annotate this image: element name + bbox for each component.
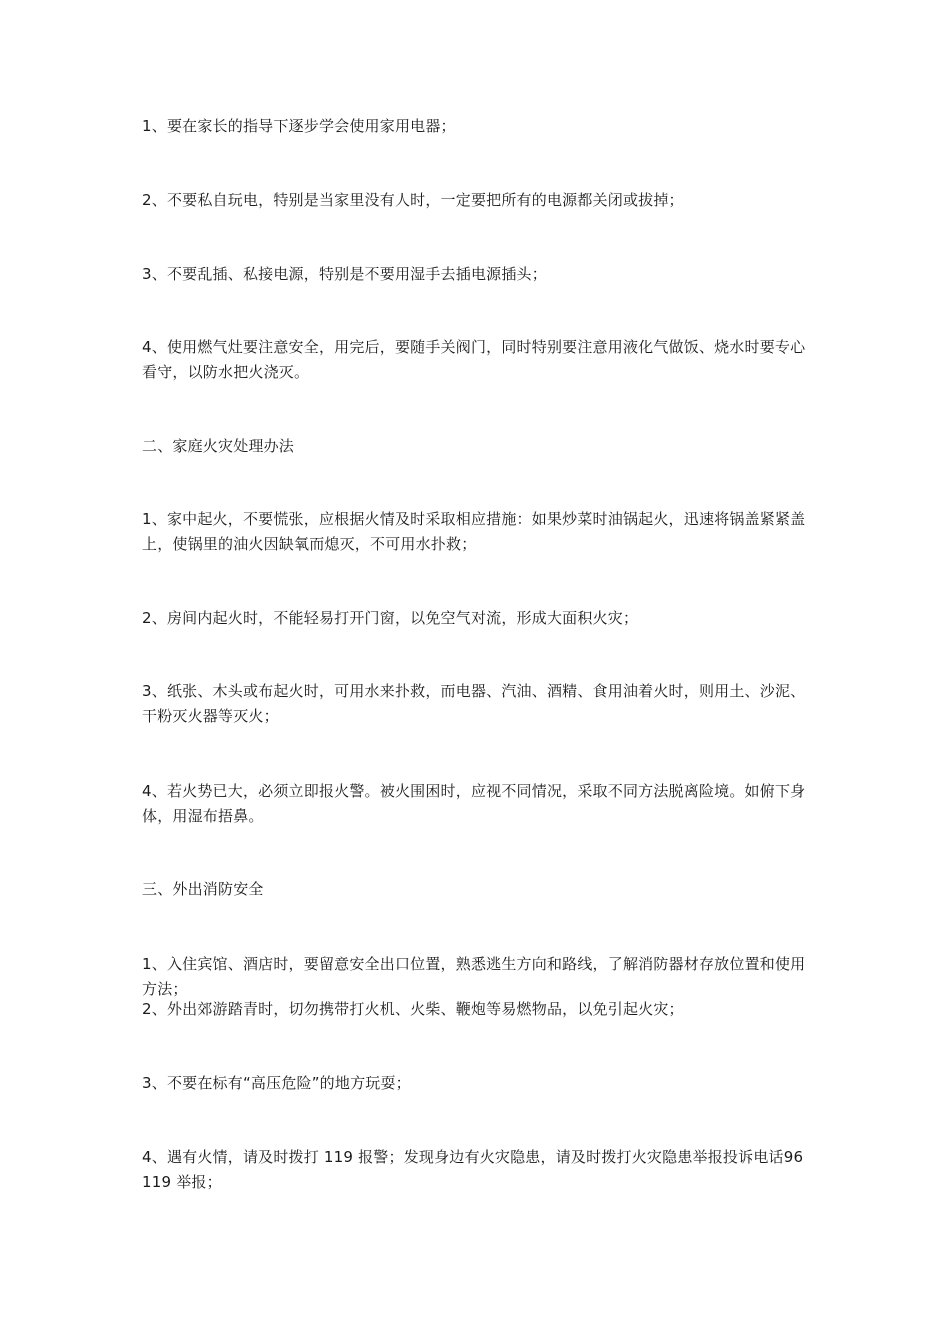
section-heading-outdoor-fire-safety: 三、外出消防安全	[142, 880, 264, 898]
paragraph-s1-item-1: 1、要在家长的指导下逐步学会使用家用电器；	[142, 117, 456, 135]
paragraph-s2-item-1: 1、家中起火，不要慌张，应根据火情及时采取相应措施：如果炒菜时油锅起火，迅速将锅盖紧紧盖上，使锅里的油火因缺氧而熄灭，不可用水扑救；	[142, 510, 806, 553]
paragraph-s3-item-4: 4、遇有火情，请及时拨打 119 报警；发现身边有火灾隐患，请及时拨打火灾隐患举报投诉电话96119 举报；	[142, 1148, 804, 1191]
paragraph-s1-item-2: 2、不要私自玩电，特别是当家里没有人时，一定要把所有的电源都关闭或拔掉；	[142, 191, 684, 209]
paragraph-s2-item-4: 4、若火势已大，必须立即报火警。被火围困时，应视不同情况，采取不同方法脱离险境。如俯下身体，用湿布捂鼻。	[142, 782, 806, 825]
paragraph-s3-item-2: 2、外出郊游踏青时，切勿携带打火机、火柴、鞭炮等易燃物品，以免引起火灾；	[142, 1000, 684, 1018]
paragraph-s3-item-1: 1、入住宾馆、酒店时，要留意安全出口位置，熟悉逃生方向和路线，了解消防器材存放位置和使用方法；	[142, 955, 806, 998]
section-heading-home-fire: 二、家庭火灾处理办法	[142, 437, 295, 455]
paragraph-s2-item-2: 2、房间内起火时，不能轻易打开门窗，以免空气对流，形成大面积火灾；	[142, 609, 639, 627]
paragraph-s1-item-4: 4、使用燃气灶要注意安全，用完后，要随手关阀门，同时特别要注意用液化气做饭、烧水时要专心看守，以防水把火浇灭。	[142, 338, 806, 381]
paragraph-s1-item-3: 3、不要乱插、私接电源，特别是不要用湿手去插电源插头；	[142, 265, 547, 283]
paragraph-s2-item-3: 3、纸张、木头或布起火时，可用水来扑救，而电器、汽油、酒精、食用油着火时，则用土、沙泥、干粉灭火器等灭火；	[142, 682, 806, 725]
paragraph-s3-item-3: 3、不要在标有“高压危险”的地方玩耍；	[142, 1074, 411, 1092]
